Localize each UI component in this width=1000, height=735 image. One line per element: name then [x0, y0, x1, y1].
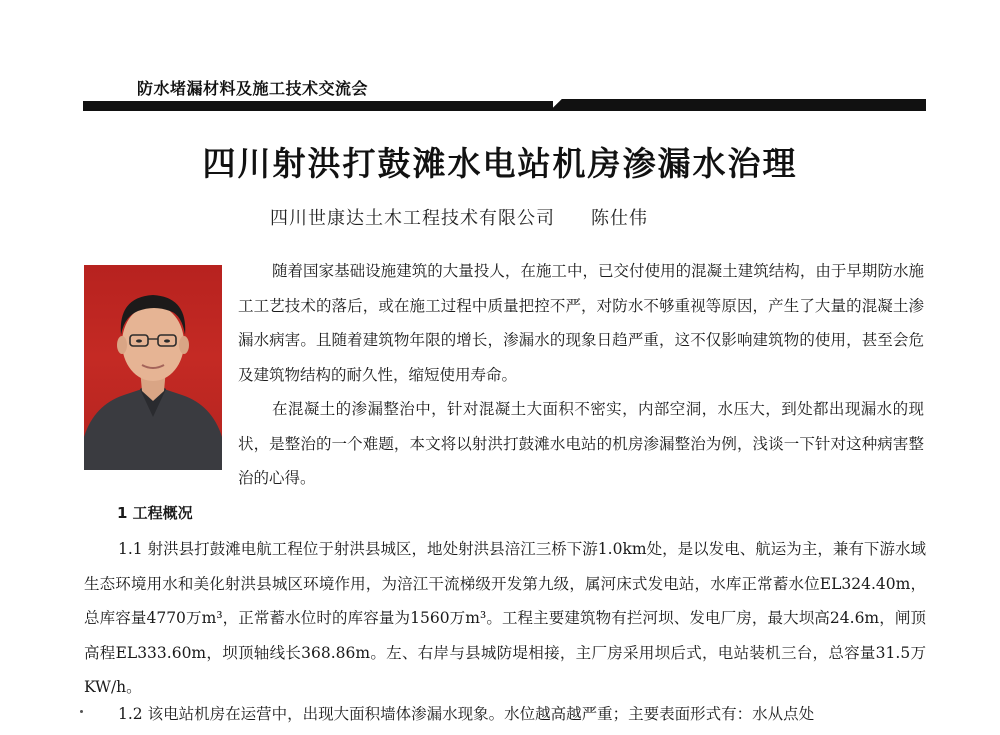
author-photo	[84, 265, 222, 470]
intro-paragraph-1: 随着国家基础设施建筑的大量投人，在施工中，已交付使用的混凝土建筑结构，由于早期防水施工工艺技术的落后，或在施工过程中质量把控不严，对防水不够重视等原因，产生了大量的混凝土渗漏水病害。且随着建筑物年限的增长，渗漏水的现象日趋严重，这不仅影响建筑物的使用，甚至会危及建筑物结构的耐久性，缩短使用寿命。	[238, 262, 924, 384]
scan-speck	[80, 710, 83, 713]
article-title: 四川射洪打鼓滩水电站机房渗漏水治理	[202, 144, 798, 183]
section-heading: 1 工程概况	[117, 504, 193, 522]
paragraph-1-2: 1.2 该电站机房在运营中，出现大面积墙体渗漏水现象。水位越高越严重；主要表面形式有：水从点处	[118, 705, 815, 723]
header-rule	[83, 101, 553, 111]
byline	[270, 204, 648, 230]
intro-paragraph-2: 在混凝土的渗漏整治中，针对混凝土大面积不密实，内部空洞，水压大，到处都出现漏水的现状，是整治的一个难题，本文将以射洪打鼓滩水电站的机房渗漏整治为例，浅谈一下针对这种病害整治的心得。	[238, 400, 924, 487]
author-name: 陈仕伟	[591, 208, 648, 229]
paragraph-1-1: 1.1 射洪县打鼓滩电航工程位于射洪县城区，地处射洪县涪江三桥下游1.0km处，是以发电、航运为主，兼有下游水域生态环境用水和美化射洪县城区环境作用，为涪江干流梯级开发第九级，属河床式发电站，水库正常蓄水位EL324.40m，总库容量4770万m³，正常蓄水位时的库容量为1560万m³。工程主要建筑物有拦河坝、发电厂房，最大坝高24.6m，闸顶高程EL333.60m，坝顶轴线长368.86m。左、右岸与县城防堤相接，主厂房采用坝后式，电站装机三台，总容量31.5万KW/h。	[84, 540, 926, 696]
conference-header: 防水堵漏材料及施工技术交流会	[137, 79, 369, 98]
affiliation: 四川世康达土木工程技术有限公司	[270, 208, 555, 229]
author-portrait-icon	[84, 265, 222, 470]
